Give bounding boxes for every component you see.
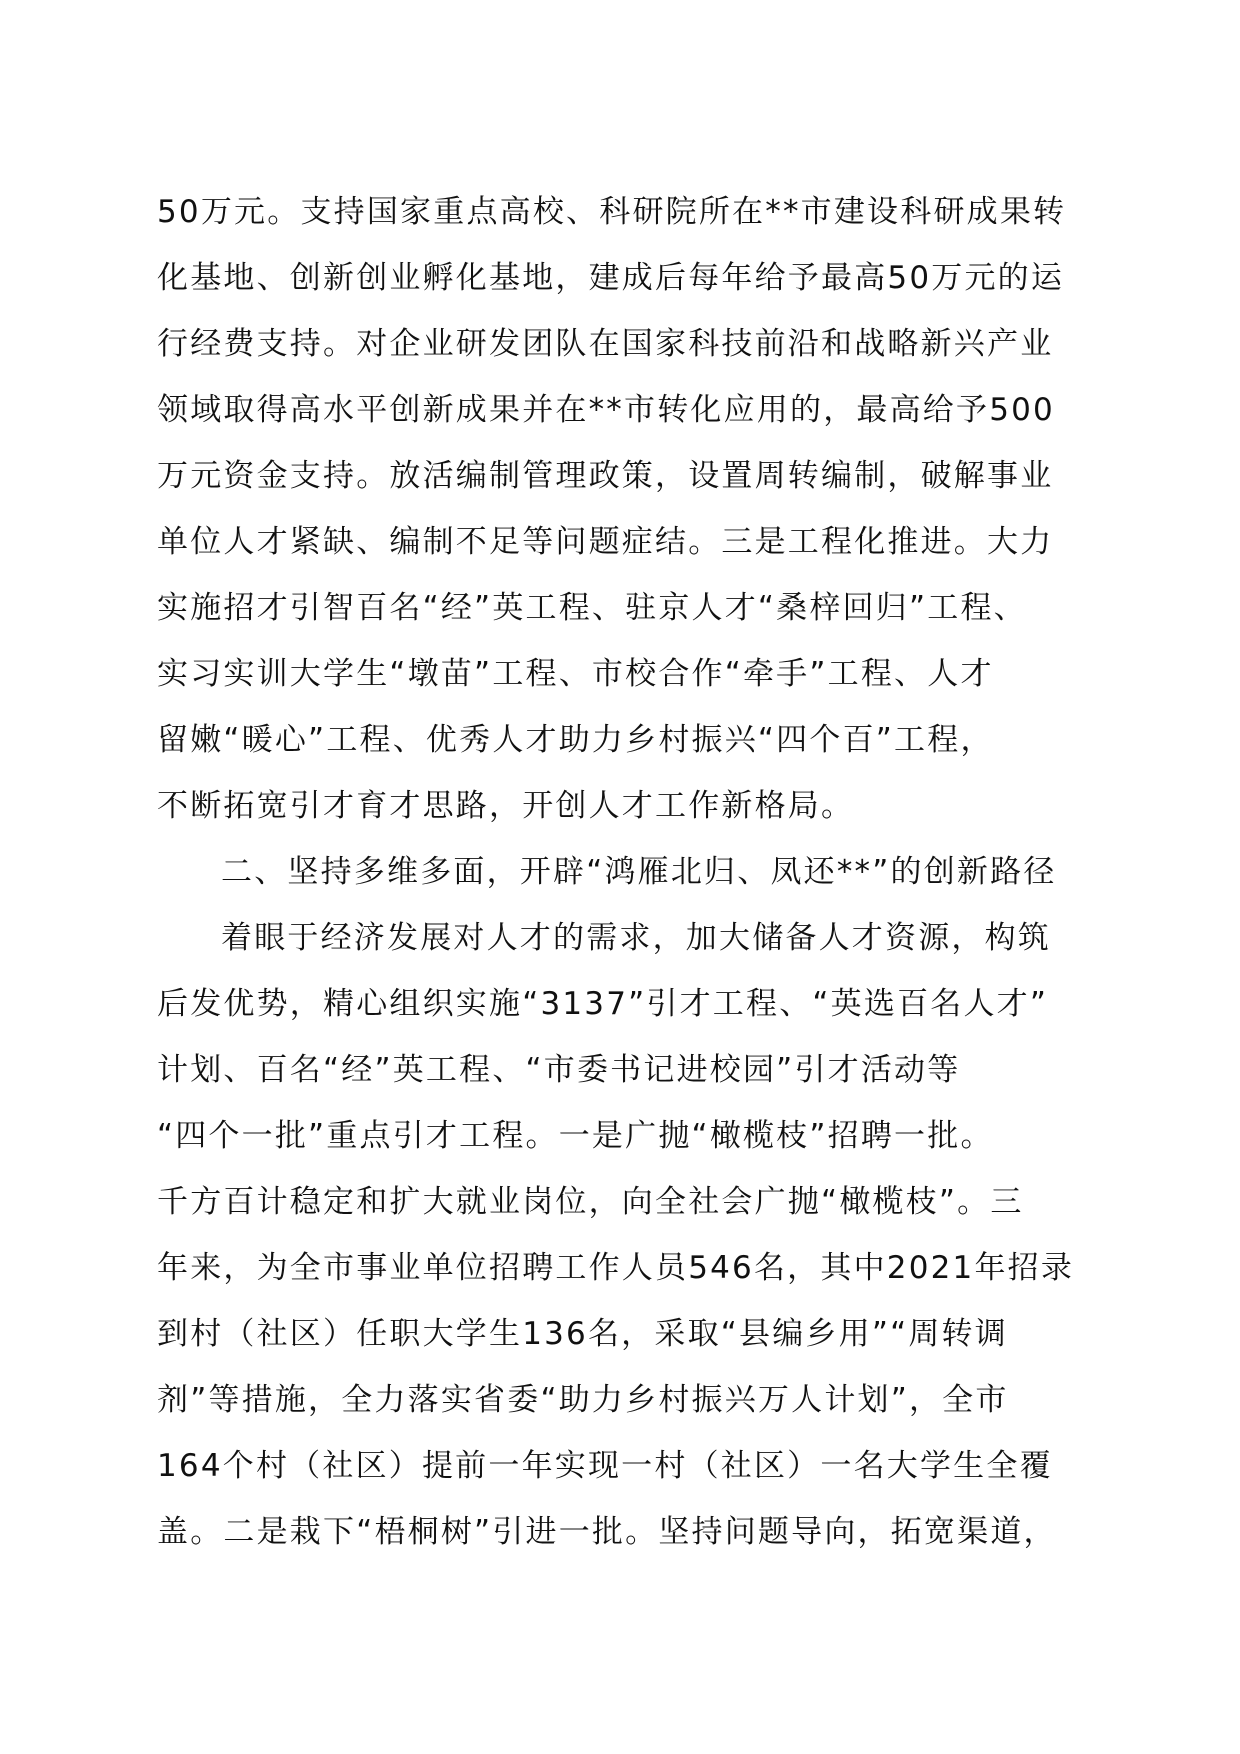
section-heading: 二、坚持多维多面，开辟“鸿雁北归、凤还**”的创新路径 bbox=[221, 854, 1057, 890]
text-line-8: 实习实训大学生“墩苗”工程、市校合作“牵手”工程、人才 bbox=[157, 656, 994, 692]
text-line-9: 留嫩“暖心”工程、优秀人才助力乡村振兴“四个百”工程， bbox=[157, 722, 994, 758]
text-line-21: 盖。二是栽下“梧桐树”引进一批。坚持问题导向，拓宽渠道， bbox=[157, 1514, 1057, 1550]
text-line-5: 万元资金支持。放活编制管理政策，设置周转编制，破解事业 bbox=[157, 458, 1054, 494]
text-line-14: 计划、百名“经”英工程、“市委书记进校园”引才活动等 bbox=[157, 1052, 961, 1088]
text-line-19: 剂”等措施，全力落实省委“助力乡村振兴万人计划”，全市 bbox=[157, 1382, 1009, 1418]
text-line-6: 单位人才紧缺、编制不足等问题症结。三是工程化推进。大力 bbox=[157, 524, 1054, 560]
text-line-2: 化基地、创新创业孵化基地，建成后每年给予最高50万元的运 bbox=[157, 260, 1065, 296]
text-line-7: 实施招才引智百名“经”英工程、驻京人才“桑梓回归”工程、 bbox=[157, 590, 1027, 626]
text-line-10: 不断拓宽引才育才思路，开创人才工作新格局。 bbox=[157, 788, 855, 824]
text-line-12: 着眼于经济发展对人才的需求，加大储备人才资源，构筑 bbox=[221, 920, 1051, 956]
text-line-17: 年来，为全市事业单位招聘工作人员546名，其中2021年招录 bbox=[157, 1250, 1075, 1286]
text-line-13: 后发优势，精心组织实施“3137”引才工程、“英选百名人才” bbox=[157, 986, 1049, 1022]
text-line-1: 50万元。支持国家重点高校、科研院所在**市建设科研成果转 bbox=[157, 194, 1067, 230]
text-line-4: 领域取得高水平创新成果并在**市转化应用的，最高给予500 bbox=[157, 392, 1055, 428]
text-line-15: “四个一批”重点引才工程。一是广抛“橄榄枝”招聘一批。 bbox=[157, 1118, 994, 1154]
text-line-18: 到村（社区）任职大学生136名，采取“县编乡用”“周转调 bbox=[157, 1316, 1008, 1352]
text-line-20: 164个村（社区）提前一年实现一村（社区）一名大学生全覆 bbox=[157, 1448, 1053, 1484]
text-line-3: 行经费支持。对企业研发团队在国家科技前沿和战略新兴产业 bbox=[157, 326, 1054, 362]
body-text bbox=[157, 190, 1097, 1576]
text-line-16: 千方百计稳定和扩大就业岗位，向全社会广抛“橄榄枝”。三 bbox=[157, 1184, 1024, 1220]
